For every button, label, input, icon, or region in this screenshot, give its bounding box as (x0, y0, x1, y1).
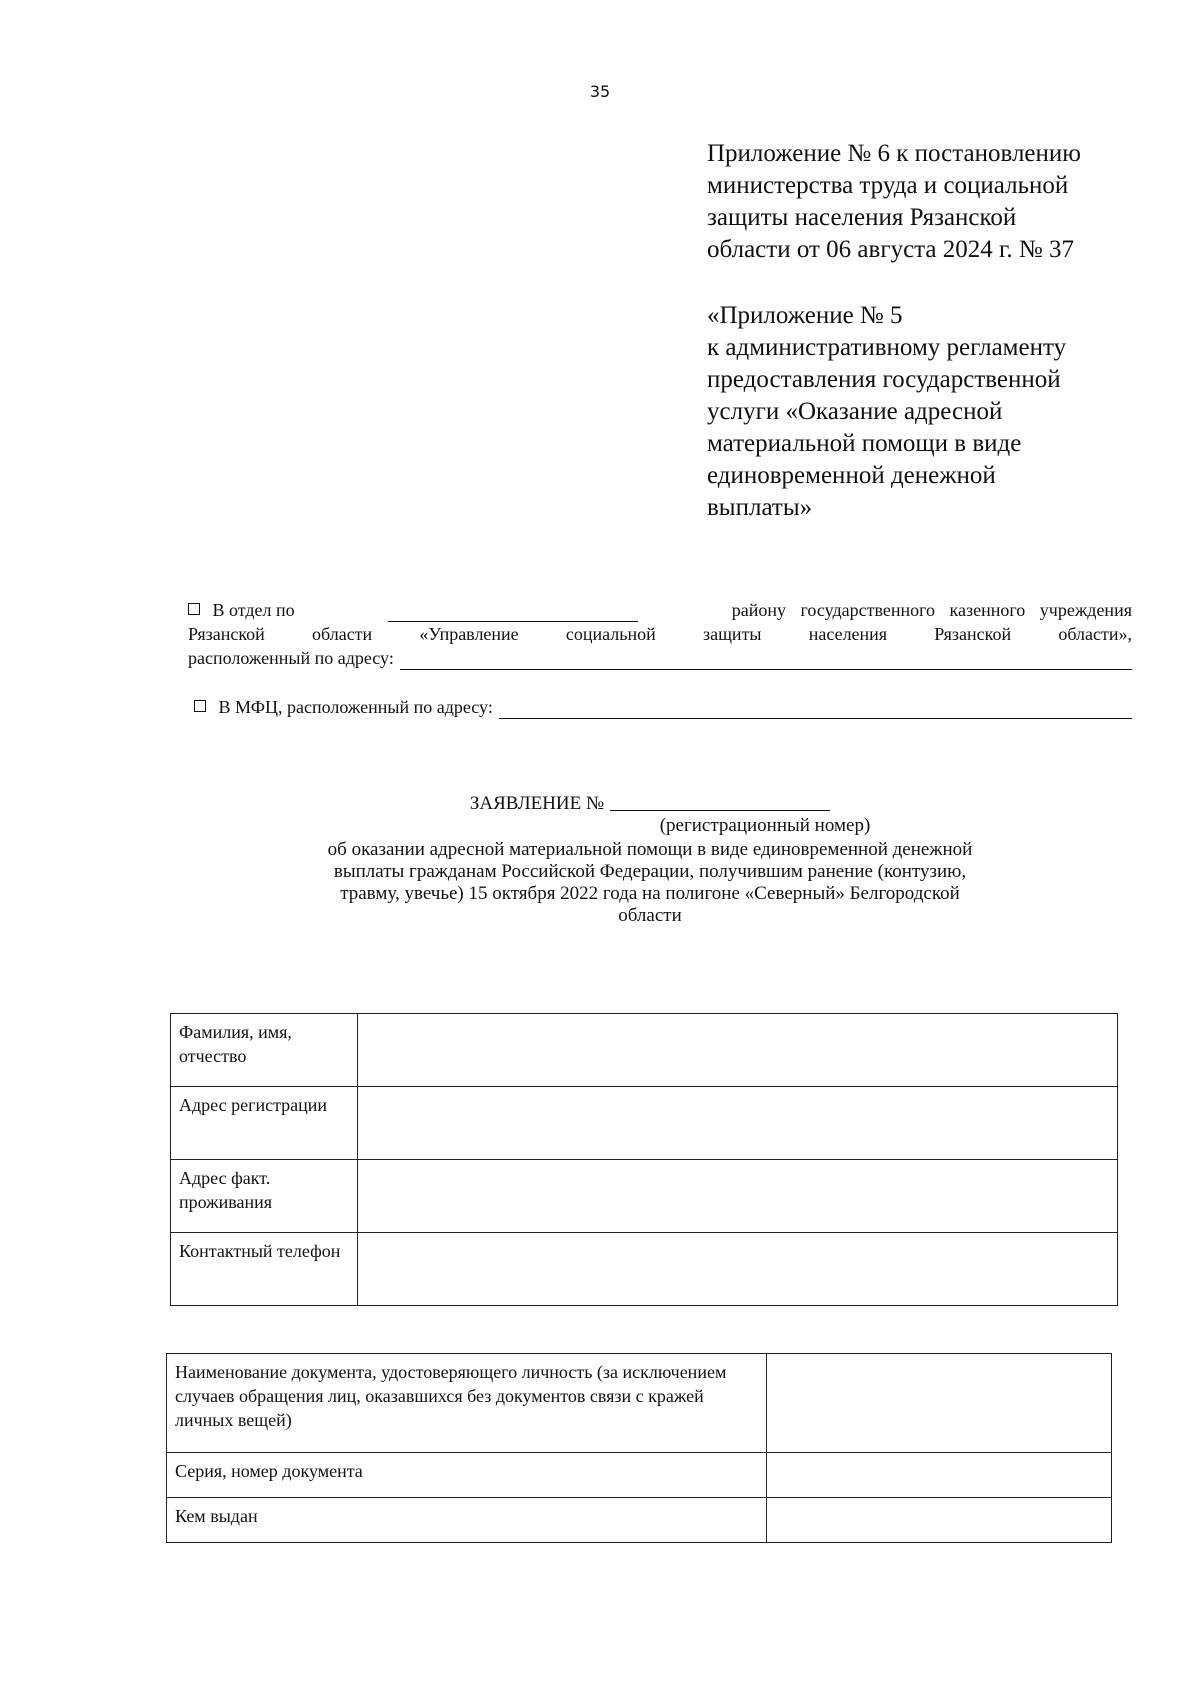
statement-subject-line: травму, увечье) 15 октября 2022 года на полигоне «Северный» Белгородской (340, 883, 960, 904)
full-name-field[interactable] (358, 1014, 1118, 1087)
full-name-label: Фамилия, имя, отчество (171, 1014, 358, 1087)
annex-reg-line: «Приложение № 5 (707, 302, 903, 329)
office-address-field[interactable] (400, 650, 1132, 670)
statement-subject-line: выплаты гражданам Российской Федерации, получившим ранение (контузию, (333, 861, 967, 882)
table-row (167, 1354, 1112, 1453)
office-line1-rest: району государственного казенного учреждения (731, 600, 1132, 620)
mfc-checkbox[interactable] (194, 700, 206, 712)
annex-reg-line: единовременной денежной (707, 462, 996, 489)
issued-by-field[interactable] (767, 1498, 1112, 1543)
office-line2: Рязанской области «Управление социальной защиты населения Рязанской области», (188, 624, 1132, 644)
applicant-info-table (170, 1013, 1118, 1306)
document-name-field[interactable] (767, 1354, 1112, 1453)
mfc-address-field[interactable] (499, 699, 1132, 719)
registration-number-field[interactable] (610, 792, 830, 811)
annex-regulation-header (707, 300, 1139, 524)
annex-main-line: защиты населения Рязанской (707, 204, 1017, 231)
annex-main-header (707, 138, 1139, 266)
phone-label: Контактный телефон (171, 1233, 358, 1306)
registration-number-caption: (регистрационный номер) (659, 815, 871, 836)
annex-main-line: Приложение № 6 к постановлению (707, 140, 1081, 167)
table-row (171, 1087, 1118, 1160)
registration-address-field[interactable] (358, 1087, 1118, 1160)
annex-reg-line: выплаты» (707, 494, 813, 521)
mfc-address-label: В МФЦ, расположенный по адресу: (218, 697, 493, 717)
mfc-option (194, 695, 1132, 719)
annex-main-line: министерства труда и социальной (707, 172, 1069, 199)
office-checkbox[interactable] (188, 603, 200, 615)
issued-by-label: Кем выдан (167, 1498, 767, 1543)
district-field[interactable] (388, 602, 638, 622)
registration-address-label: Адрес регистрации (171, 1087, 358, 1160)
actual-address-field[interactable] (358, 1160, 1118, 1233)
statement-subject (260, 839, 1040, 927)
document-series-number-label: Серия, номер документа (167, 1453, 767, 1498)
identity-document-table (166, 1353, 1112, 1543)
table-row (167, 1498, 1112, 1543)
page-number: 35 (589, 82, 611, 101)
document-name-label: Наименование документа, удостоверяющего личность (за исключением случаев обращения лиц, оказавшихся без документов связи с кражей личных вещей) (167, 1354, 767, 1453)
statement-subject-line: об оказании адресной материальной помощи в виде единовременной денежной (327, 839, 973, 860)
annex-reg-line: предоставления государственной (707, 366, 1061, 393)
table-row (171, 1160, 1118, 1233)
statement-block (260, 792, 1040, 927)
statement-title: ЗАЯВЛЕНИЕ № (469, 793, 605, 814)
office-option (188, 598, 1132, 670)
office-prefix: В отдел по (212, 600, 295, 620)
table-row (171, 1233, 1118, 1306)
office-address-label: расположенный по адресу: (188, 648, 394, 668)
table-row (171, 1014, 1118, 1087)
phone-field[interactable] (358, 1233, 1118, 1306)
annex-main-line: области от 06 августа 2024 г. № 37 (707, 236, 1075, 263)
document-series-number-field[interactable] (767, 1453, 1112, 1498)
annex-reg-line: к административному регламенту (707, 334, 1067, 361)
table-row (167, 1453, 1112, 1498)
annex-reg-line: материальной помощи в виде (707, 430, 1022, 457)
annex-reg-line: услуги «Оказание адресной (707, 398, 1003, 425)
actual-address-label: Адрес факт. проживания (171, 1160, 358, 1233)
statement-subject-line: области (618, 905, 682, 926)
